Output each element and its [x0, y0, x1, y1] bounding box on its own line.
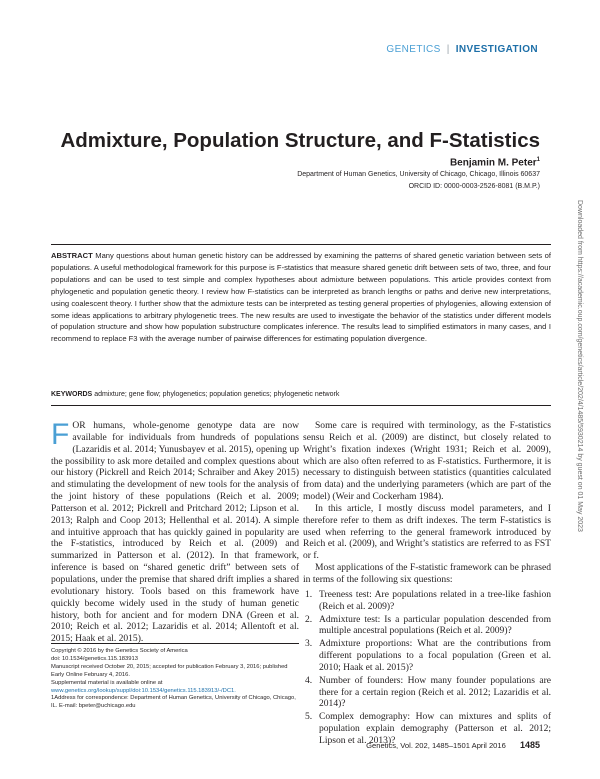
list-item — [303, 614, 551, 638]
article-type: INVESTIGATION — [455, 44, 538, 55]
list-item-number: 5. — [305, 711, 313, 723]
intro-text: OR humans, whole-genome genotype data are now available for individuals from hundreds of populations (Lazaridis et al. 2014; Yunusbayev et al. 2015), opening up the possibility to ask more detailed and complex questions about our history (Pickrell and Reich 2014; Schraiber and Akey 2015) and stimulating the development of new tools for the analysis of the joint history of these populations (Reich et al. 2009; Patterson et al. 2012; Pickrell and Pritchard 2012; Lipson et al. 2013; Ralph and Coop 2013; Hellenthal et al. 2014). A simple and intuitive approach that has quickly gained in popularity are the F-statistics, introduced by Reich et al. (2009) and summarized in Patterson et al. (2012). In that framework, inference is based on “shared genetic drift” between sets of populations, under the premise that shared drift implies a shared evolutionary history. Tools based on this framework have quickly become widely used in the study of human genetic history, both for ancient and for modern DNA (Green et al. 2010; Reich et al. 2012; Lazaridis et al. 2014; Allentoft et al. 2015; Haak et al. 2015). — [51, 420, 299, 645]
list-item-number: 2. — [305, 613, 313, 625]
journal-name: GENETICS — [386, 44, 441, 55]
author-name — [450, 157, 540, 168]
journal-header — [386, 44, 538, 55]
questions-intro-paragraph: Most applications of the F-statistic framework can be phrased in terms of the following six questions: — [303, 562, 551, 585]
list-item-text: Number of founders: How many founder populations are there for a certain region (Reich et al. 2012; Lazaridis et al. 2014)? — [319, 674, 551, 710]
abstract-text: Many questions about human genetic history can be addressed by examining the patterns of shared genetic variation between sets of populations. A useful methodological framework for this purpose is F-statistics that measure shared genetic drift between sets of two, three, and four populations and can be used to test simple and complex hypotheses about admixture between populations. This article provides context from phylogenetic and population genetic theory. I review how F-statistics can be interpreted as branch lengths or paths and derive new interpretations, using coalescent theory. I further show that the admixture tests can be interpreted as testing general properties of phylogenies, allowing extension of some ideas applications to arbitrary phylogenetic trees. The new results are used to investigate the behavior of the statistics under different models of population structure and show how population substructure complicates inference. The results lead to simplified estimators in many cases, and I recommend to replace F3 with the average number of pairwise differences for estimating population divergence. — [51, 251, 551, 344]
received-note: Manuscript received October 20, 2015; accepted for publication February 3, 2016; published Early Online February 4, 2016. — [51, 663, 288, 678]
abstract-label: ABSTRACT — [51, 251, 93, 260]
page-footer — [366, 740, 540, 750]
list-item-text: Complex demography: How can mixtures and splits of population explain demography (Patterson et al. 2012; Lipson et al. 2013)? — [319, 711, 551, 746]
article-title: Admixture, Population Structure, and F-Statistics — [60, 129, 540, 152]
questions-list — [303, 589, 551, 747]
drop-cap: F — [51, 418, 70, 451]
terminology-paragraph: Some care is required with terminology, as the F-statistics sensu Reich et al. (2009) are distinct, but closely related to Wright’s fixation indexes (Wright 1931; Reich et al. 2009), which are also often referred to as F-statistics. Furthermore, it is necessary to distinguish between statistics (quantities calculated from data) and the underlying parameters (which are part of the model) (Weir and Cockerham 1984). — [303, 420, 551, 503]
keywords — [51, 391, 551, 398]
intro-paragraph — [51, 420, 299, 645]
supplemental-note — [51, 680, 299, 696]
copyright-note: Copyright © 2016 by the Genetics Society of America — [51, 648, 188, 654]
keywords-label: KEYWORDS — [51, 391, 93, 398]
download-note: Downloaded from https://academic.oup.com/genetics/article/202/4/1485/5930214 by guest on 01 May 2023 — [576, 200, 583, 532]
supplemental-link[interactable]: www.genetics.org/lookup/suppl/doi:10.1534/genetics.115.183913/-/DC1. — [51, 687, 236, 694]
header-separator: | — [446, 44, 450, 55]
author-orcid: ORCID ID: 0000-0003-2526-8081 (B.M.P.) — [408, 183, 540, 190]
drift-index-paragraph: In this article, I mostly discuss model parameters, and I therefore refer to them as drift indexes. The term F-statistics is used when referring to the general framework introduced by Reich et al. (2009), and Wright’s statistics are referred to as FST or f. — [303, 502, 551, 562]
list-item-number: 3. — [305, 638, 313, 650]
list-item-number: 1. — [305, 588, 313, 600]
abstract-section — [51, 244, 551, 406]
list-item — [303, 675, 551, 711]
journal-reference: Genetics, Vol. 202, 1485–1501 April 2016 — [366, 741, 506, 750]
supplemental-prefix: Supplemental material is available online at — [51, 679, 163, 686]
correspondence-note: 1Address for correspondence: Department of Human Genetics, University of Chicago, Chicago, IL. E-mail: bpeter@uchicago.edu — [51, 695, 296, 710]
author-name-text: Benjamin M. Peter — [449, 157, 537, 169]
list-item-text: Admixture test: Is a particular population descended from multiple ancestral populations (Reich et al. 2009)? — [319, 613, 551, 637]
list-item-text: Admixture proportions: What are the contributions from different populations to a focal population (Green et al. 2010; Haak et al. 2015)? — [319, 638, 551, 673]
page-number: 1485 — [519, 740, 540, 750]
right-column — [303, 420, 551, 748]
footnotes — [51, 643, 299, 711]
list-item — [303, 638, 551, 674]
author-affiliation: Department of Human Genetics, University of Chicago, Chicago, Illinois 60637 — [297, 171, 540, 178]
left-column — [51, 420, 299, 645]
abstract — [51, 250, 551, 345]
list-item — [303, 589, 551, 613]
list-item-number: 4. — [305, 674, 313, 686]
list-item-text: Treeness test: Are populations related in a tree-like fashion (Reich et al. 2009)? — [319, 588, 551, 612]
keywords-text: admixture; gene flow; phylogenetics; population genetics; phylogenetic network — [94, 391, 340, 398]
author-mark: 1 — [536, 157, 540, 163]
doi-note: doi: 10.1534/genetics.115.183913 — [51, 655, 138, 662]
